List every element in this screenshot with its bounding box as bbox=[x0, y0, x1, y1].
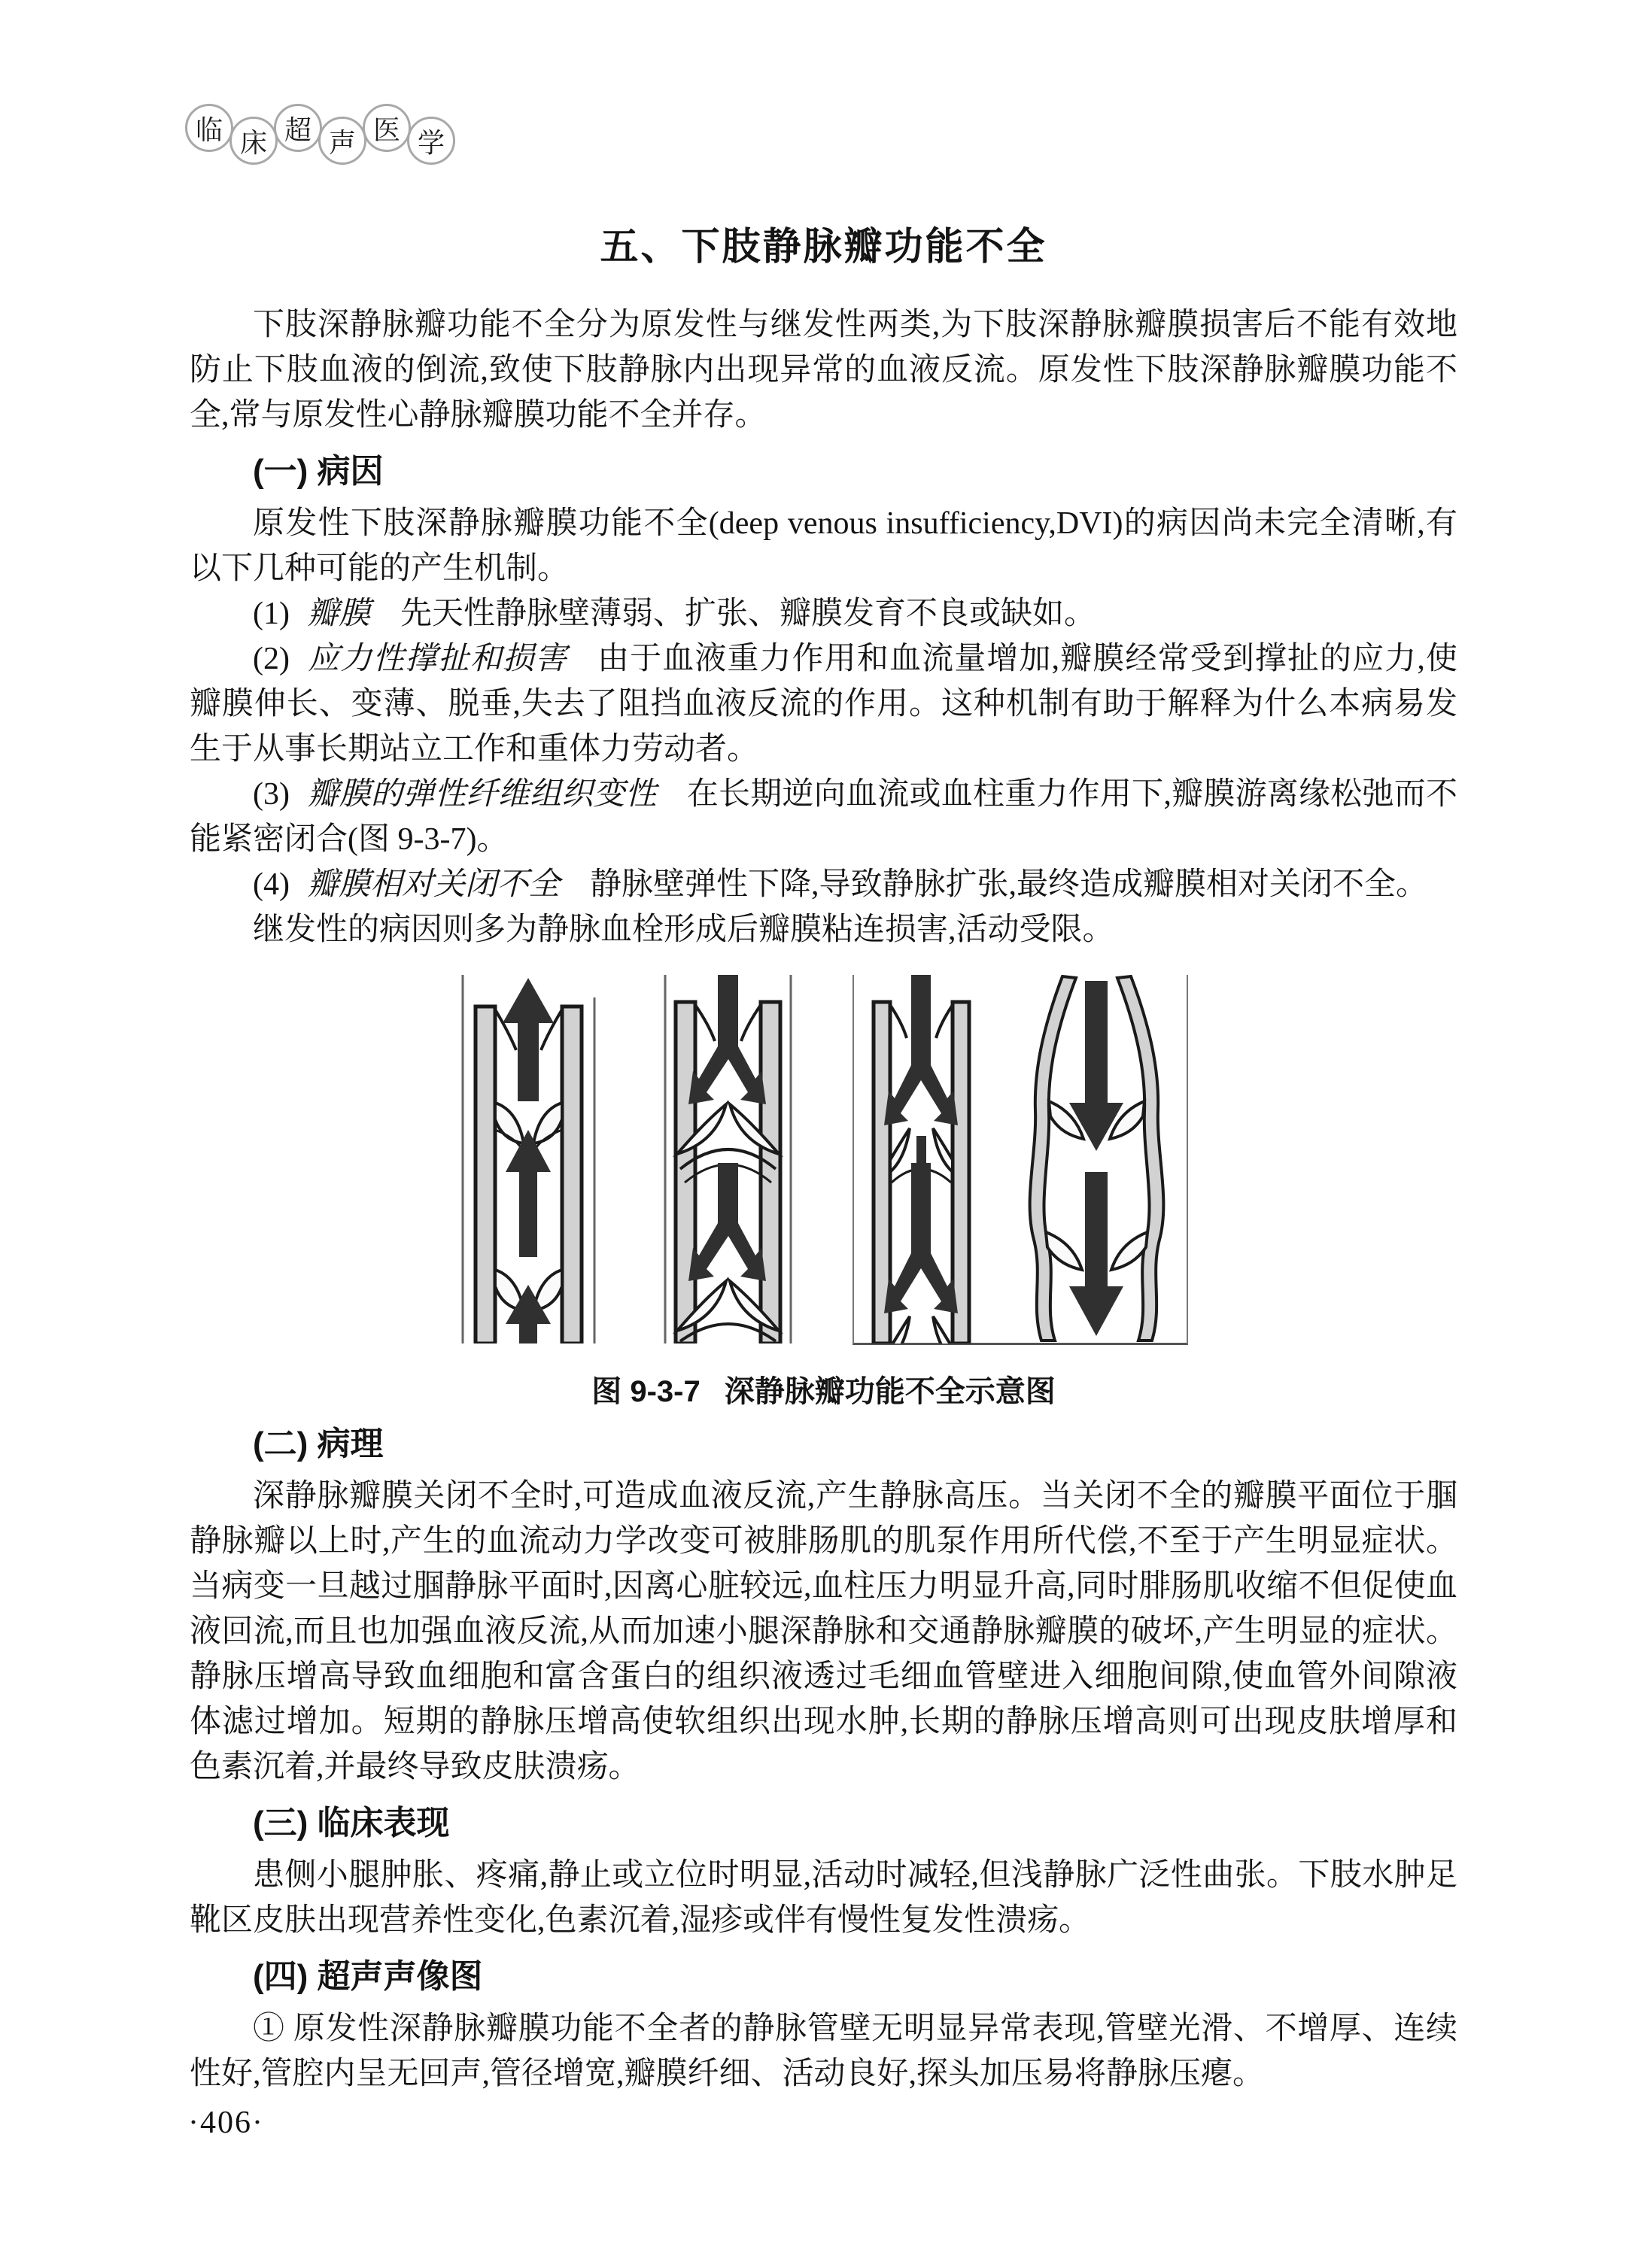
item-text: 由于血液重力作用和血流量增加,瓣膜经常受到撑扯的应力,使瓣膜伸长、变薄、脱垂,失去了阻挡血液反流的作用。这种机制有助于解释为什么本病易发生于从事长期站立工作和重体力劳动者。 bbox=[190, 642, 1457, 767]
cause-secondary-paragraph: 继发性的病因则多为静脉血栓形成后瓣膜粘连损害,活动受限。 bbox=[253, 912, 1114, 947]
page-number: ·406· bbox=[188, 2106, 264, 2140]
logo-char-circle: 医 bbox=[363, 104, 411, 152]
item-number: (3) bbox=[253, 777, 290, 812]
logo-char-circle: 超 bbox=[274, 104, 322, 152]
intro-paragraph: 下肢深静脉瓣功能不全分为原发性与继发性两类,为下肢深静脉瓣膜损害后不能有效地防止下肢血液的倒流,致使下肢静脉内出现异常的血液反流。原发性下肢深静脉瓣膜功能不全,常与原发性心静脉瓣膜功能不全并存。 bbox=[190, 308, 1457, 433]
figure-caption-label: 图 9-3-7 bbox=[591, 1375, 701, 1408]
item-term: 瓣膜的弹性纤维组织变性 bbox=[307, 777, 657, 812]
figure-gap bbox=[598, 975, 662, 1345]
section-heading-cause: (一) 病因 bbox=[253, 453, 384, 490]
cause-item-3 bbox=[190, 772, 1457, 862]
cause-item-4 bbox=[190, 862, 1457, 907]
figure-gap bbox=[794, 975, 852, 1345]
figure-caption-text: 深静脉瓣功能不全示意图 bbox=[724, 1375, 1056, 1408]
item-number: (1) bbox=[253, 597, 290, 631]
figure-gap bbox=[980, 975, 1016, 1343]
vein-diagram-dilated-vein bbox=[1016, 975, 1178, 1343]
section-heading-ultrasound: (四) 超声声像图 bbox=[253, 1958, 483, 1995]
item-text: 静脉壁弹性下降,导致静脉扩张,最终造成瓣膜相对关闭不全。 bbox=[589, 867, 1427, 902]
vein-diagram-frame bbox=[852, 975, 1188, 1345]
section-heading-clinical: (三) 临床表现 bbox=[253, 1805, 450, 1841]
item-number: (2) bbox=[253, 642, 290, 676]
cause-item-2 bbox=[190, 636, 1457, 772]
vein-diagram-incompetent-valve bbox=[863, 975, 980, 1343]
logo-char-circle: 床 bbox=[229, 117, 278, 165]
item-term: 瓣膜相对关闭不全 bbox=[307, 867, 561, 902]
vein-diagram-row bbox=[190, 975, 1457, 1345]
figure-caption bbox=[190, 1368, 1457, 1410]
logo-char-circle: 声 bbox=[318, 117, 366, 165]
figure-9-3-7 bbox=[190, 975, 1457, 1410]
vein-diagram-competent-valve bbox=[662, 975, 794, 1343]
cause-item-1 bbox=[190, 591, 1457, 636]
item-term: 瓣膜 bbox=[307, 597, 371, 631]
item-term: 应力性撑扯和损害 bbox=[307, 642, 568, 676]
logo-char-circle: 临 bbox=[185, 104, 233, 152]
item-text: 先天性静脉壁薄弱、扩张、瓣膜发育不良或缺如。 bbox=[400, 597, 1096, 631]
pathology-paragraph: 深静脉瓣膜关闭不全时,可造成血液反流,产生静脉高压。当关闭不全的瓣膜平面位于腘静脉瓣以上时,产生的血流动力学改变可被腓肠肌的肌泵作用所代偿,不至于产生明显症状。当病变一旦越过腘静脉平面时,因离心脏较远,血柱压力明显升高,同时腓肠肌收缩不但促使血液回流,而且也加强血液反流,从而加速小腿深静脉和交通静脉瓣膜的破坏,产生明显的症状。静脉压增高导致血细胞和富含蛋白的组织液透过毛细血管壁进入细胞间隙,使血管外间隙液体滤过增加。短期的静脉压增高使软组织出现水肿,长期的静脉压增高则可出现皮肤增厚和色素沉着,并最终导致皮肤溃疡。 bbox=[190, 1479, 1457, 1784]
ultrasound-paragraph: ① 原发性深静脉瓣膜功能不全者的静脉管壁无明显异常表现,管壁光滑、不增厚、连续性好,管腔内呈无回声,管径增宽,瓣膜纤细、活动良好,探头加压易将静脉压瘪。 bbox=[190, 2011, 1457, 2091]
logo-char-circle: 学 bbox=[407, 117, 455, 165]
book-logo bbox=[185, 104, 1457, 167]
cause-intro-paragraph: 原发性下肢深静脉瓣膜功能不全(deep venous insufficiency,DVI)的病因尚未完全清晰,有以下几种可能的产生机制。 bbox=[190, 506, 1457, 586]
page-title: 五、下肢静脉瓣功能不全 bbox=[600, 226, 1047, 269]
item-number: (4) bbox=[253, 867, 290, 902]
section-heading-pathology: (二) 病理 bbox=[253, 1425, 384, 1462]
item-text: 在长期逆向血流或血柱重力作用下,瓣膜游离缘松弛而不能紧密闭合(图 9-3-7)。 bbox=[190, 777, 1457, 857]
vein-diagram-normal-flow bbox=[459, 975, 598, 1343]
clinical-paragraph: 患侧小腿肿胀、疼痛,静止或立位时明显,活动时减轻,但浅静脉广泛性曲张。下肢水肿足靴区皮肤出现营养性变化,色素沉着,湿疹或伴有慢性复发性溃疡。 bbox=[190, 1858, 1457, 1938]
